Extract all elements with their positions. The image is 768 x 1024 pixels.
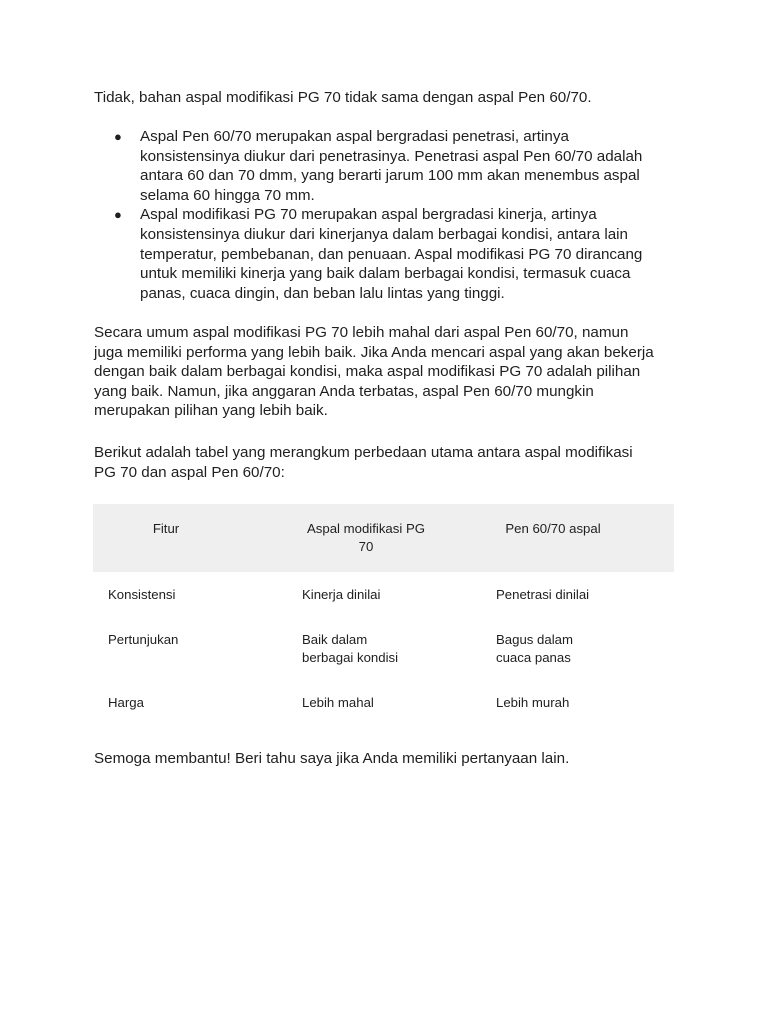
table-cell: Lebih mahal — [302, 695, 374, 710]
table-cell: Konsistensi — [108, 587, 176, 602]
table-cell: Bagus dalam cuaca panas — [496, 632, 573, 665]
table-header-cell: Fitur — [152, 521, 180, 536]
intro-paragraph: Tidak, bahan aspal modifikasi PG 70 tidak sama dengan aspal Pen 60/70. — [94, 89, 592, 106]
table-cell: Penetrasi dinilai — [496, 587, 590, 602]
bullet-icon: ● — [114, 129, 122, 144]
list-item — [114, 127, 654, 205]
closing-paragraph: Semoga membantu! Beri tahu saya jika Anda memiliki pertanyaan lain. — [94, 750, 570, 767]
list-item — [114, 205, 654, 303]
table-header-row — [93, 504, 674, 572]
table-header-cell: Aspal modifikasi PG 70 — [307, 521, 425, 554]
table-header-cell: Pen 60/70 aspal — [505, 521, 601, 536]
list-item-text: Aspal Pen 60/70 merupakan aspal bergradasi penetrasi, artinya konsistensinya diukur dari penetrasinya. Penetrasi aspal Pen 60/70 adalah antara 60 dan 70 dmm, yang berarti jarum 100 mm akan menembus aspal selama 60 hingga 70 mm. — [140, 128, 643, 204]
list-item-text: Aspal modifikasi PG 70 merupakan aspal bergradasi kinerja, artinya konsistensinya diukur dari kinerjanya dalam berbagai kondisi, antara lain temperatur, pembebanan, dan penuaan. Aspal modifikasi PG 70 dirancang untuk memiliki kinerja yang baik dalam berbagai kondisi, termasuk cuaca panas, cuaca dingin, dan beban lalu lintas yang tinggi. — [140, 206, 643, 302]
comparison-table — [93, 504, 674, 710]
summary-paragraph: Secara umum aspal modifikasi PG 70 lebih mahal dari aspal Pen 60/70, namun juga memiliki performa yang lebih baik. Jika Anda mencari aspal yang akan bekerja dengan baik dalam berbagai kondisi, maka aspal modifikasi PG 70 adalah pilihan yang baik. Namun, jika anggaran Anda terbatas, aspal Pen 60/70 mungkin merupakan pilihan yang lebih baik. — [94, 324, 654, 420]
table-cell: Pertunjukan — [108, 632, 179, 647]
table-intro-paragraph: Berikut adalah tabel yang merangkum perbedaan utama antara aspal modifikasi PG 70 dan aspal Pen 60/70: — [94, 444, 633, 481]
table-cell: Baik dalam berbagai kondisi — [302, 632, 399, 665]
table-cell: Lebih murah — [496, 695, 570, 710]
table-cell: Kinerja dinilai — [302, 587, 381, 602]
bullet-list — [114, 127, 654, 303]
bullet-icon: ● — [114, 207, 122, 223]
table-cell: Harga — [108, 695, 144, 710]
